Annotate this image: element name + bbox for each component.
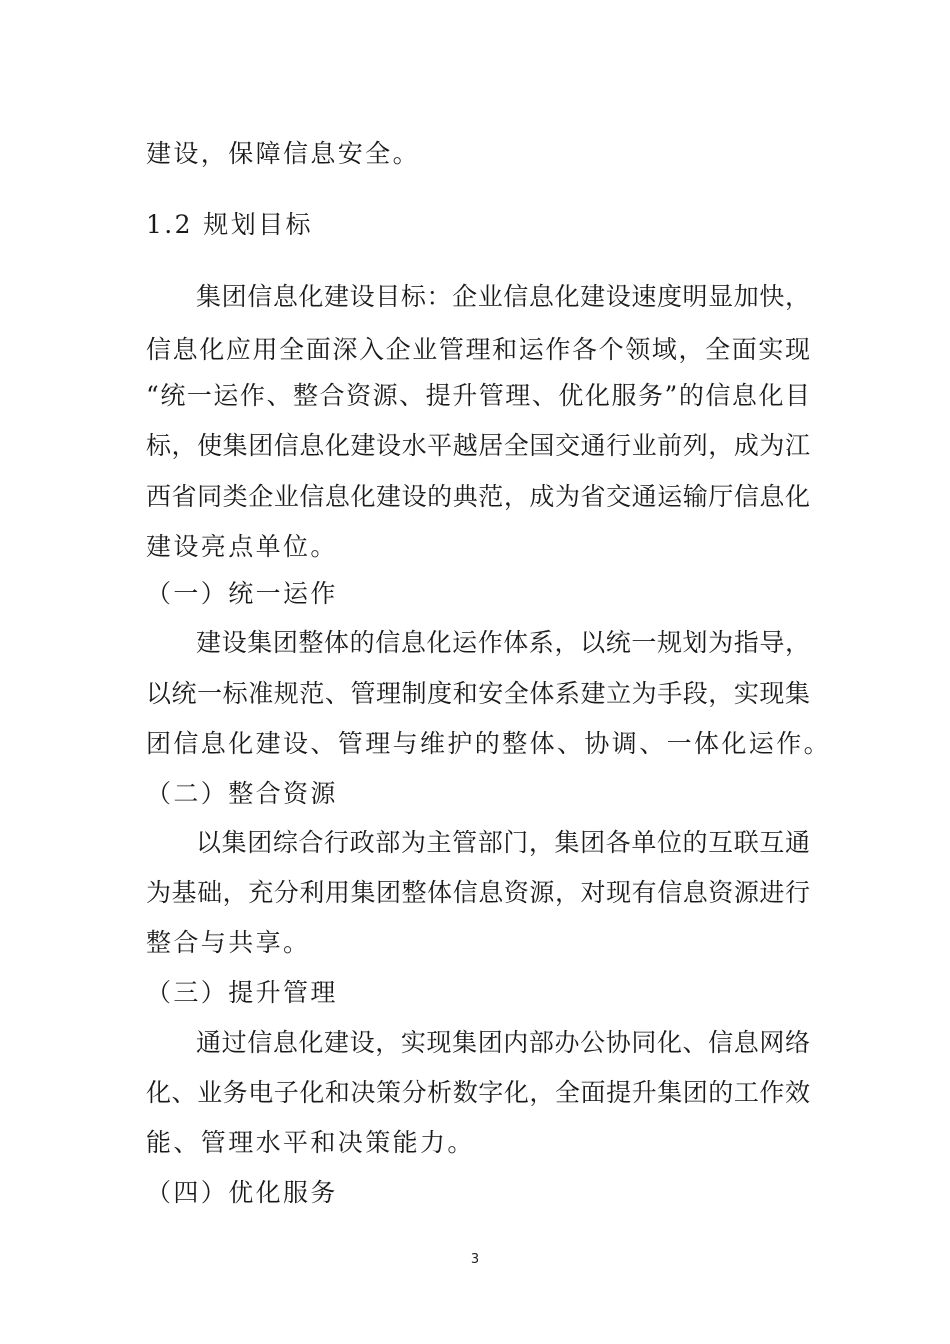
paragraph-line: 标，使集团信息化建设水平越居全国交通行业前列，成为江	[146, 431, 810, 460]
paragraph-line: 化、业务电子化和决策分析数字化，全面提升集团的工作效	[146, 1078, 810, 1107]
subsection-heading: （一）统一运作	[146, 579, 338, 608]
subsection-heading: （三）提升管理	[146, 978, 338, 1007]
paragraph-line: 以统一标准规范、管理制度和安全体系建立为手段，实现集	[146, 679, 810, 708]
section-heading: 1.2 规划目标	[146, 210, 313, 239]
subsection-heading: （四）优化服务	[146, 1178, 338, 1207]
paragraph-line: 整合与共享。	[146, 928, 311, 957]
paragraph-line: 为基础，充分利用集团整体信息资源，对现有信息资源进行	[146, 878, 810, 907]
paragraph-line: 能、管理水平和决策能力。	[146, 1128, 475, 1157]
paragraph-line: “统一运作、整合资源、提升管理、优化服务”的信息化目	[146, 381, 810, 410]
paragraph-line: 建设，保障信息安全。	[146, 139, 421, 168]
paragraph-line: 西省同类企业信息化建设的典范，成为省交通运输厅信息化	[146, 482, 810, 511]
paragraph-line: 集团信息化建设目标：企业信息化建设速度明显加快，	[196, 282, 810, 311]
page-number: 3	[470, 1252, 480, 1267]
paragraph-line: 以集团综合行政部为主管部门，集团各单位的互联互通	[196, 828, 810, 857]
paragraph-line: 建设亮点单位。	[146, 532, 338, 561]
paragraph-line: 信息化应用全面深入企业管理和运作各个领域，全面实现	[146, 335, 810, 364]
subsection-heading: （二）整合资源	[146, 779, 338, 808]
paragraph-line: 通过信息化建设，实现集团内部办公协同化、信息网络	[196, 1028, 810, 1057]
paragraph-line: 建设集团整体的信息化运作体系，以统一规划为指导，	[196, 628, 810, 657]
paragraph-line: 团信息化建设、管理与维护的整体、协调、一体化运作。	[146, 729, 832, 758]
